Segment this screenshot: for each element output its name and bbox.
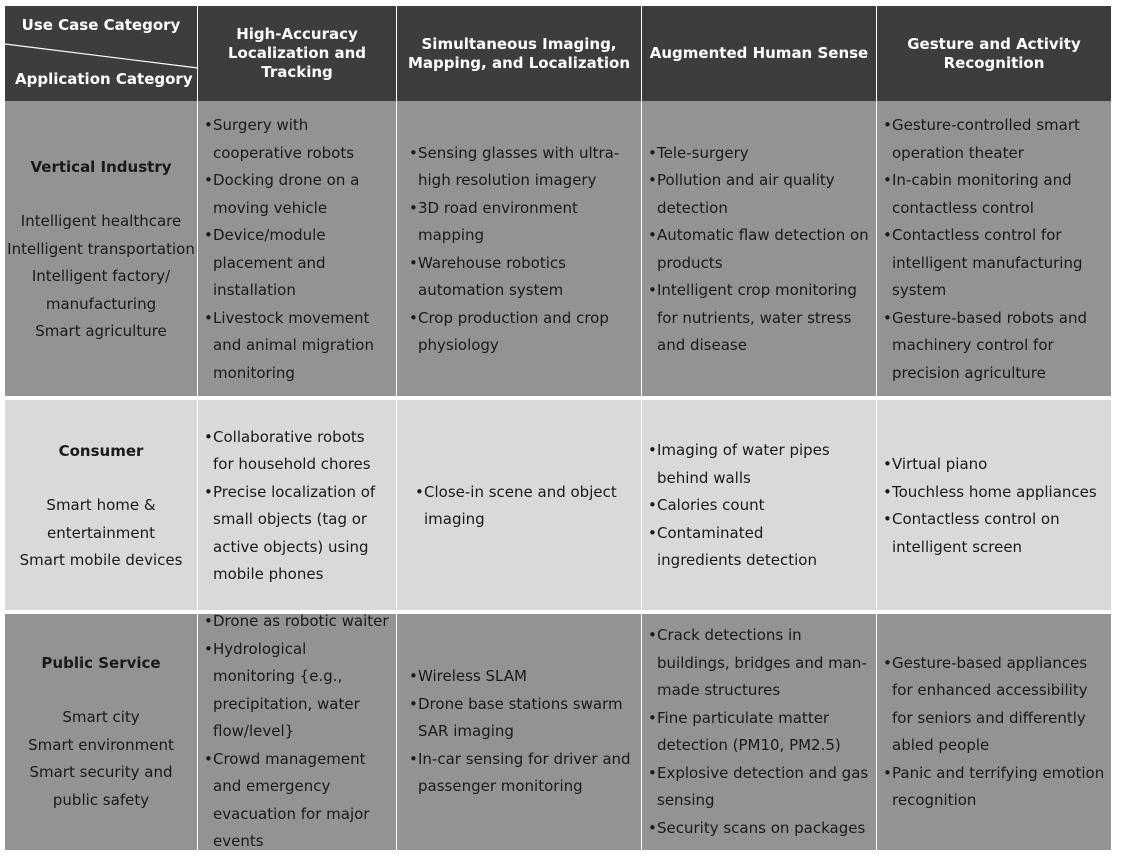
row-category-vertical-industry <box>5 101 198 398</box>
list-item: • Calories count <box>648 492 852 520</box>
row-sub-line: manufacturing <box>45 294 157 313</box>
list-item: • Hydrological monitoring {e.g., precipitation, water flow/level} <box>204 636 392 746</box>
row-title: Vertical Industry <box>30 157 172 176</box>
cell-consumer-imaging <box>397 400 642 612</box>
header-corner-cell <box>5 6 198 101</box>
list-item: • Crack detections in buildings, bridges and man-made structures <box>648 622 872 705</box>
cell-consumer-localization <box>198 400 397 612</box>
column-header-localization: High-Accuracy Localization and Tracking <box>198 6 397 101</box>
list-item: • Security scans on packages <box>648 815 872 843</box>
row-sub-line: Smart home & <box>46 496 156 514</box>
column-header-imaging: Simultaneous Imaging, Mapping, and Localization <box>397 6 642 101</box>
cell-vertical-localization <box>198 101 397 398</box>
list-item: • Docking drone on a moving vehicle <box>204 167 392 222</box>
list-item: • Imaging of water pipes behind walls <box>648 437 852 492</box>
row-sub-line: Smart environment <box>28 735 174 754</box>
row-title: Consumer <box>58 441 144 460</box>
list-item: • Wireless SLAM <box>409 663 631 691</box>
list-item: • Device/module placement and installation <box>204 222 392 305</box>
list-item: • Gesture-based appliances for enhanced accessibility for seniors and differently abled people <box>883 650 1107 760</box>
row-sub-line: Smart security and <box>29 763 173 782</box>
row-sub-line: Intelligent transportation <box>7 239 195 258</box>
list-item: • Gesture-controlled smart operation theater <box>883 112 1103 167</box>
list-item: • 3D road environment mapping <box>409 195 627 250</box>
list-item: • Explosive detection and gas sensing <box>648 760 872 815</box>
row-category-consumer <box>5 400 198 612</box>
list-item: • Contactless control on intelligent screen <box>883 506 1103 561</box>
list-item: • Gesture-based robots and machinery control for precision agriculture <box>883 305 1103 388</box>
list-item: • Intelligent crop monitoring for nutrients, water stress and disease <box>648 277 872 360</box>
cell-consumer-augmented-sense <box>642 400 877 612</box>
use-case-table <box>5 6 1111 850</box>
list-item: • Contaminated ingredients detection <box>648 520 852 575</box>
list-item: • Precise localization of small objects (tag or active objects) using mobile phones <box>204 479 386 589</box>
list-item: • Livestock movement and animal migration monitoring <box>204 305 392 388</box>
row-sub-line: Intelligent healthcare <box>20 212 182 230</box>
row-title: Public Service <box>41 653 161 672</box>
list-item: • Contactless control for intelligent manufacturing system <box>883 222 1103 305</box>
row-sub-line: Smart agriculture <box>35 322 167 340</box>
list-item: • Collaborative robots for household chores <box>204 424 386 479</box>
cell-vertical-gesture <box>877 101 1111 398</box>
list-item: • Sensing glasses with ultra-high resolution imagery <box>409 140 627 195</box>
cell-consumer-gesture <box>877 400 1111 612</box>
list-item: • Fine particulate matter detection (PM10, PM2.5) <box>648 705 872 760</box>
column-header-augmented-sense: Augmented Human Sense <box>642 6 877 101</box>
application-category-label: Application Category <box>15 70 193 88</box>
use-case-category-label: Use Case Category <box>21 16 181 34</box>
cell-vertical-imaging <box>397 101 642 398</box>
list-item: • Drone base stations swarm SAR imaging <box>409 691 631 746</box>
list-item: • Close-in scene and object imaging <box>415 479 627 534</box>
list-item: • Crowd management and emergency evacuation for major events <box>204 746 392 856</box>
list-item: • In-car sensing for driver and passenger monitoring <box>409 746 631 801</box>
row-category-public-service <box>5 614 198 850</box>
list-item: • Pollution and air quality detection <box>648 167 872 222</box>
cell-public-localization <box>198 614 397 850</box>
list-item: • Virtual piano <box>883 451 1103 479</box>
row-sub-line: public safety <box>52 790 150 809</box>
list-item: • Surgery with cooperative robots <box>204 112 392 167</box>
row-sub-line: Smart city <box>62 708 140 727</box>
list-item: • Drone as robotic waiter <box>204 608 392 636</box>
list-item: • Tele-surgery <box>648 140 872 168</box>
row-sub-line: entertainment <box>47 523 155 542</box>
cell-public-augmented-sense <box>642 614 877 850</box>
column-header-gesture: Gesture and Activity Recognition <box>877 6 1111 101</box>
list-item: • Warehouse robotics automation system <box>409 250 627 305</box>
row-sub-line: Smart mobile devices <box>19 551 183 569</box>
list-item: • In-cabin monitoring and contactless control <box>883 167 1103 222</box>
list-item: • Touchless home appliances <box>883 479 1103 507</box>
list-item: • Panic and terrifying emotion recognition <box>883 760 1107 815</box>
cell-public-gesture <box>877 614 1111 850</box>
cell-public-imaging <box>397 614 642 850</box>
list-item: • Crop production and crop physiology <box>409 305 627 360</box>
list-item: • Automatic flaw detection on products <box>648 222 872 277</box>
cell-vertical-augmented-sense <box>642 101 877 398</box>
row-sub-line: Intelligent factory/ <box>31 267 171 285</box>
